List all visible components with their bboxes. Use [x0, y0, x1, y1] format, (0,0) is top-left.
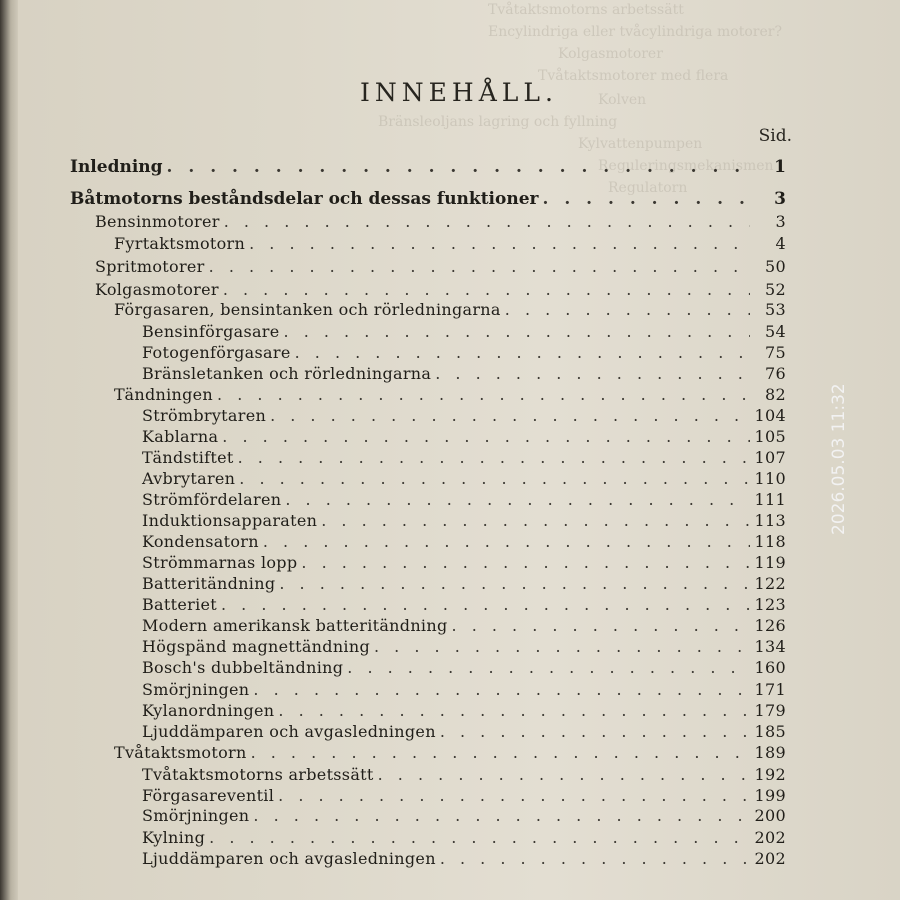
- toc-entry-label: Batteriet: [142, 595, 217, 614]
- toc-entry-label: Strömfördelaren: [142, 490, 282, 509]
- leader-dots: [221, 595, 750, 614]
- toc-entry: [142, 595, 786, 614]
- bleed-through-line: Kolven: [598, 92, 647, 108]
- toc-entry-label: Kablarna: [142, 427, 219, 446]
- book-page: [18, 0, 900, 900]
- toc-entry-label: Tändstiftet: [142, 448, 234, 467]
- toc-entry: [142, 553, 786, 572]
- leader-dots: [301, 553, 750, 572]
- leader-dots: [251, 743, 750, 762]
- toc-entry: [142, 511, 786, 530]
- leader-dots: [209, 257, 750, 276]
- toc-entry-page: 185: [754, 722, 786, 741]
- leader-dots: [285, 490, 750, 509]
- toc-entry-page: 134: [754, 637, 786, 656]
- toc-entry: [114, 300, 786, 319]
- toc-entry-label: Bosch's dubbeltändning: [142, 658, 344, 677]
- toc-entry: [142, 765, 786, 784]
- toc-entry-label: Fyrtaktsmotorn: [114, 234, 246, 253]
- toc-entry-label: Spritmotorer: [95, 257, 205, 276]
- toc-entry-page: 54: [765, 322, 786, 341]
- leader-dots: [440, 849, 750, 868]
- toc-entry: [142, 427, 786, 446]
- toc-entry-label: Batteritändning: [142, 574, 276, 593]
- bleed-through-line: Kylvattenpumpen: [578, 136, 703, 152]
- leader-dots: [378, 765, 750, 784]
- leader-dots: [278, 786, 750, 805]
- toc-entry-page: 4: [775, 234, 786, 253]
- toc-entry-page: 202: [754, 828, 786, 847]
- bleed-through-line: Tvåtaktsmotorer med flera: [538, 68, 729, 84]
- leader-dots: [263, 532, 750, 551]
- toc-entry: [142, 343, 786, 362]
- toc-entry-label: Båtmotorns beståndsdelar och dessas funktioner: [70, 189, 539, 209]
- leader-dots: [347, 658, 750, 677]
- bleed-through-line: Kolgasmotorer: [558, 46, 663, 62]
- toc-entry-page: 3: [775, 212, 786, 231]
- toc-entry-label: Förgasaren, bensintanken och rörledningarna: [114, 300, 501, 319]
- toc-entry-label: Kylning: [142, 828, 206, 847]
- leader-dots: [224, 212, 750, 231]
- toc-entry: [95, 280, 786, 299]
- leader-dots: [435, 364, 750, 383]
- toc-entry-page: 53: [765, 300, 786, 319]
- toc-entry-label: Tvåtaktsmotorns arbetssätt: [142, 765, 374, 784]
- toc-entry: [70, 189, 786, 209]
- toc-entry-label: Avbrytaren: [142, 469, 236, 488]
- toc-entry: [95, 257, 786, 276]
- toc-entry-page: 122: [754, 574, 786, 593]
- toc-entry-page: 76: [765, 364, 786, 383]
- toc-entry-label: Ljuddämparen och avgasledningen: [142, 722, 436, 741]
- toc-entry: [142, 701, 786, 720]
- toc-entry: [142, 532, 786, 551]
- toc-entry: [142, 448, 786, 467]
- leader-dots: [374, 637, 750, 656]
- toc-entry-label: Strömmarnas lopp: [142, 553, 298, 572]
- toc-entry: [142, 658, 786, 677]
- leader-dots: [167, 157, 750, 177]
- bleed-through-line: Encylindriga eller tvåcylindriga motorer?: [488, 24, 782, 40]
- toc-entry-label: Ljuddämparen och avgasledningen: [142, 849, 436, 868]
- leader-dots: [279, 574, 750, 593]
- toc-entry: [142, 469, 786, 488]
- toc-entry-page: 1: [774, 157, 786, 177]
- leader-dots: [239, 469, 750, 488]
- toc-entry-label: Smörjningen: [142, 806, 250, 825]
- toc-entry: [142, 406, 786, 425]
- toc-entry-label: Strömbrytaren: [142, 406, 267, 425]
- toc-entry-page: 52: [765, 280, 786, 299]
- toc-entry-page: 192: [754, 765, 786, 784]
- toc-entry-label: Bränsletanken och rörledningarna: [142, 364, 432, 383]
- toc-entry-label: Smörjningen: [142, 680, 250, 699]
- toc-entry: [142, 806, 786, 825]
- page-column-label: Sid.: [758, 126, 792, 146]
- toc-entry-label: Högspänd magnettändning: [142, 637, 370, 656]
- toc-entry-page: 189: [754, 743, 786, 762]
- page-edge-shadow: [0, 0, 18, 900]
- toc-entry-label: Inledning: [70, 157, 163, 177]
- toc-entry-page: 119: [754, 553, 786, 572]
- leader-dots: [278, 701, 750, 720]
- toc-entry-page: 160: [754, 658, 786, 677]
- leader-dots: [217, 385, 750, 404]
- toc-entry-label: Tvåtaktsmotorn: [114, 743, 247, 762]
- toc-entry-page: 126: [754, 616, 786, 635]
- leader-dots: [249, 234, 750, 253]
- toc-entry: [142, 637, 786, 656]
- toc-entry-page: 82: [765, 385, 786, 404]
- toc-entry-page: 105: [754, 427, 786, 446]
- toc-entry-page: 3: [774, 189, 786, 209]
- leader-dots: [270, 406, 750, 425]
- toc-entry: [95, 212, 786, 231]
- bleed-through-line: Bränsleoljans lagring och fyllning: [378, 114, 618, 130]
- toc-entry-label: Modern amerikansk batteritändning: [142, 616, 448, 635]
- toc-entry-page: 179: [754, 701, 786, 720]
- leader-dots: [542, 189, 750, 209]
- toc-entry-page: 110: [754, 469, 786, 488]
- toc-entry: [142, 616, 786, 635]
- toc-entry: [142, 364, 786, 383]
- leader-dots: [505, 300, 750, 319]
- bleed-through-line: Regulatorn: [608, 180, 688, 196]
- toc-entry-page: 104: [754, 406, 786, 425]
- toc-entry: [142, 722, 786, 741]
- toc-entry-page: 111: [754, 490, 786, 509]
- toc-entry-page: 200: [754, 806, 786, 825]
- toc-entry: [114, 385, 786, 404]
- toc-entry-label: Tändningen: [114, 385, 214, 404]
- leader-dots: [440, 722, 750, 741]
- toc-entry: [114, 234, 786, 253]
- toc-entry-page: 75: [765, 343, 786, 362]
- bleed-through-line: Reguleringsmekanismen: [598, 158, 774, 174]
- toc-entry: [142, 490, 786, 509]
- leader-dots: [452, 616, 750, 635]
- toc-entry-label: Förgasareventil: [142, 786, 275, 805]
- toc-entry: [142, 574, 786, 593]
- leader-dots: [295, 343, 750, 362]
- toc-entry: [142, 322, 786, 341]
- page-title: INNEHÅLL.: [360, 78, 558, 107]
- toc-entry: [142, 828, 786, 847]
- leader-dots: [321, 511, 750, 530]
- photo-timestamp: 2026.05.03 11:32: [829, 383, 849, 535]
- leader-dots: [284, 322, 750, 341]
- toc-entry-label: Induktionsapparaten: [142, 511, 318, 530]
- leader-dots: [209, 828, 750, 847]
- toc-entry-page: 50: [765, 257, 786, 276]
- toc-entry-page: 107: [754, 448, 786, 467]
- toc-entry: [70, 157, 786, 177]
- toc-entry-label: Kylanordningen: [142, 701, 275, 720]
- toc-entry-page: 113: [754, 511, 786, 530]
- toc-entry-label: Kolgasmotorer: [95, 280, 219, 299]
- toc-entry: [142, 786, 786, 805]
- toc-entry-page: 123: [754, 595, 786, 614]
- bleed-through-line: Tvåtaktsmotorns arbetssätt: [488, 2, 684, 18]
- leader-dots: [222, 427, 750, 446]
- toc-entry-label: Fotogenförgasare: [142, 343, 291, 362]
- toc-entry: [114, 743, 786, 762]
- toc-entry-page: 202: [754, 849, 786, 868]
- toc-entry: [142, 680, 786, 699]
- toc-entry-page: 118: [754, 532, 786, 551]
- leader-dots: [238, 448, 750, 467]
- toc-entry-page: 199: [754, 786, 786, 805]
- toc-entry-label: Kondensatorn: [142, 532, 259, 551]
- leader-dots: [223, 280, 750, 299]
- toc-entry: [142, 849, 786, 868]
- toc-entry-page: 171: [754, 680, 786, 699]
- toc-entry-label: Bensinmotorer: [95, 212, 220, 231]
- leader-dots: [253, 806, 750, 825]
- leader-dots: [253, 680, 750, 699]
- toc-entry-label: Bensinförgasare: [142, 322, 280, 341]
